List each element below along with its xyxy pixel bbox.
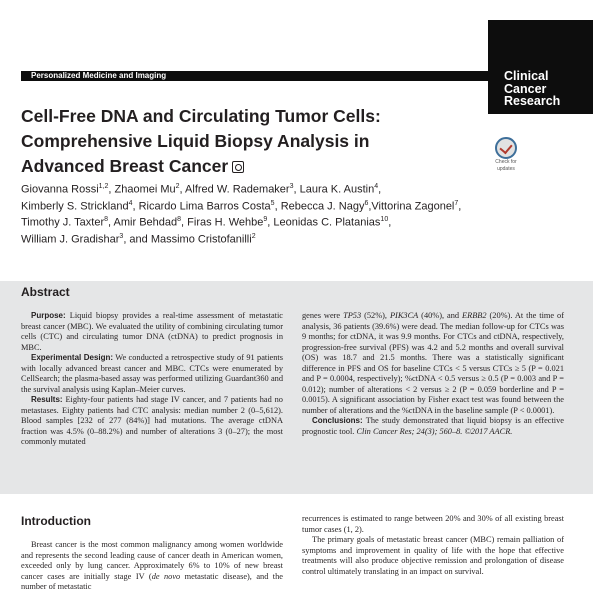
journal-name: Clinical Cancer Research [504, 69, 561, 108]
intro-paragraph: recurrences is estimated to range between 20% and 30% of all existing breast tumor cases (1, 2). [302, 514, 564, 534]
introduction-column-right [302, 514, 564, 577]
affiliation-superscript: 6 [364, 199, 369, 207]
author-name: William J. Gradishar [21, 233, 120, 246]
intro-paragraph: The primary goals of metastatic breast cancer (MBC) remain palliation of symptoms and improvement in quality of life with the hope that effective treatments will also produce objective remission and prolongation of disease control ultimately translating in an impact on survival. [302, 535, 564, 576]
author-name: , Alfred W. Rademaker [179, 183, 290, 196]
affiliation-superscript: 8 [104, 216, 109, 224]
affiliation-superscript: 4 [128, 199, 133, 207]
author-line [21, 230, 551, 247]
section-label: Personalized Medicine and Imaging [31, 71, 167, 80]
title-line-2: Comprehensive Liquid Biopsy Analysis in [21, 131, 370, 151]
author-line [21, 213, 551, 230]
author-name: , Firas H. Wehbe [181, 216, 264, 229]
author-name: , [378, 183, 382, 196]
affiliation-superscript: 9 [263, 216, 268, 224]
affiliation-superscript: 10 [380, 216, 389, 224]
author-name: , Ricardo Lima Barros Costa [132, 200, 271, 213]
check-for-updates-badge[interactable] [488, 137, 524, 175]
author-name: Timothy J. Taxter [21, 216, 105, 229]
affiliation-superscript: 5 [270, 199, 275, 207]
journal-branding-block [488, 20, 593, 114]
introduction-heading: Introduction [21, 514, 91, 528]
author-name: , [458, 200, 462, 213]
author-line [21, 197, 551, 214]
affiliation-superscript: 3 [119, 232, 124, 240]
affiliation-superscript: 2 [175, 183, 180, 190]
design-paragraph: Experimental Design: We conducted a retrospective study of 91 patients with locally advanced breast cancer and MBC. CTCs were enumerated by CellSearch; the plasma-based assay was performed utilizing Guardant360 and the survival analysis using Kaplan–Meier curves. [21, 353, 283, 394]
abstract-column-left [21, 311, 283, 448]
author-name: , Rebecca J. Nagy [274, 200, 365, 213]
affiliation-superscript: 2 [251, 232, 256, 240]
author-name: ,Vittorina Zagonel [368, 200, 455, 213]
abstract-section [0, 281, 593, 494]
author-name: , Amir Behdad [108, 216, 178, 229]
checkmark-icon [495, 137, 517, 159]
introduction-column-left [21, 540, 283, 593]
intro-paragraph: Breast cancer is the most common malignancy among women worldwide and represents the second leading cause of cancer death in American women, exceeded only by lung cancer. Approximately 6% to 10% of new breast cancer cases are initially stage IV (de novo metastatic disease), and the number of metastatic [21, 540, 283, 591]
author-line [21, 180, 551, 197]
title-line-1: Cell-Free DNA and Circulating Tumor Cells: [21, 106, 381, 126]
check-for-label: Check for [495, 159, 517, 165]
article-title [21, 104, 476, 179]
abstract-column-right [302, 311, 564, 437]
author-name: Kimberly S. Strickland [21, 200, 129, 213]
abstract-heading: Abstract [21, 285, 70, 299]
results-paragraph: Results: Eighty-four patients had stage IV cancer, and 7 patients had no metastases. Eighty patients had CTC analysis: median number 2 (0–5,612). Blood samples [232 of 277 (84%)] had mutations. The average ctDNA fraction was 4.5% (0–88.2%) and number of alterations 3 (0–27); the most commonly mutated [21, 395, 283, 446]
purpose-paragraph: Purpose: Liquid biopsy provides a real-time assessment of metastatic breast cancer (MBC). We evaluated the utility of combining circulating tumor cells (CTC) and circulating tumor DNA (ctDNA) to predict prognosis in MBC. [21, 311, 283, 352]
open-access-icon [232, 161, 244, 173]
author-name: , Zhaomei Mu [108, 183, 176, 196]
citation: Clin Cancer Res; 24(3); 560–8. ©2017 AACR. [356, 426, 513, 436]
author-name: , [388, 216, 392, 229]
affiliation-superscript: 8 [177, 216, 182, 224]
affiliation-superscript: 4 [374, 183, 379, 190]
author-name: , Leonidas C. Platanias [267, 216, 381, 229]
conclusions-paragraph: Conclusions: The study demonstrated that liquid biopsy is an effective prognostic tool. Clin Cancer Res; 24(3); 560–8. ©2017 AACR. [302, 416, 564, 436]
affiliation-superscript: 1,2 [98, 183, 109, 190]
updates-label: updates [497, 165, 515, 172]
section-bar [21, 71, 488, 81]
author-list [21, 180, 551, 247]
author-name: , Laura K. Austin [293, 183, 375, 196]
title-line-3: Advanced Breast Cancer [21, 154, 476, 179]
author-name: , and Massimo Cristofanilli [123, 233, 252, 246]
author-name: Giovanna Rossi [21, 183, 99, 196]
affiliation-superscript: 3 [289, 183, 294, 190]
affiliation-superscript: 7 [454, 199, 459, 207]
results-continued: genes were TP53 (52%), PIK3CA (40%), and ERBB2 (20%). At the time of analysis, 36 patients (39.6%) were dead. The median follow-up for CTCs was 9 months; for ctDNA, it was 9.9 months. For CTCs and ctDNA, respectively, progression-free survival (PFS) was 4.2 and 5.2 months and overall survival (OS) was 18.7 and 21.5 months. There was a statistically significant difference in PFS and OS for baseline CTCs < 5 versus CTCs ≥ 5 (P = 0.021 and P = 0.0004, respectively); %ctDNA < 0.5 versus ≥ 0.5 (P = 0.003 and P = 0.012); number of alterations < 2 versus ≥ 2 (P = 0.059 borderline and P = 0.0015). A significant association by Fisher exact test was found between the number of alterations and the %ctDNA in the baseline sample (P < 0.0001). [302, 311, 564, 415]
